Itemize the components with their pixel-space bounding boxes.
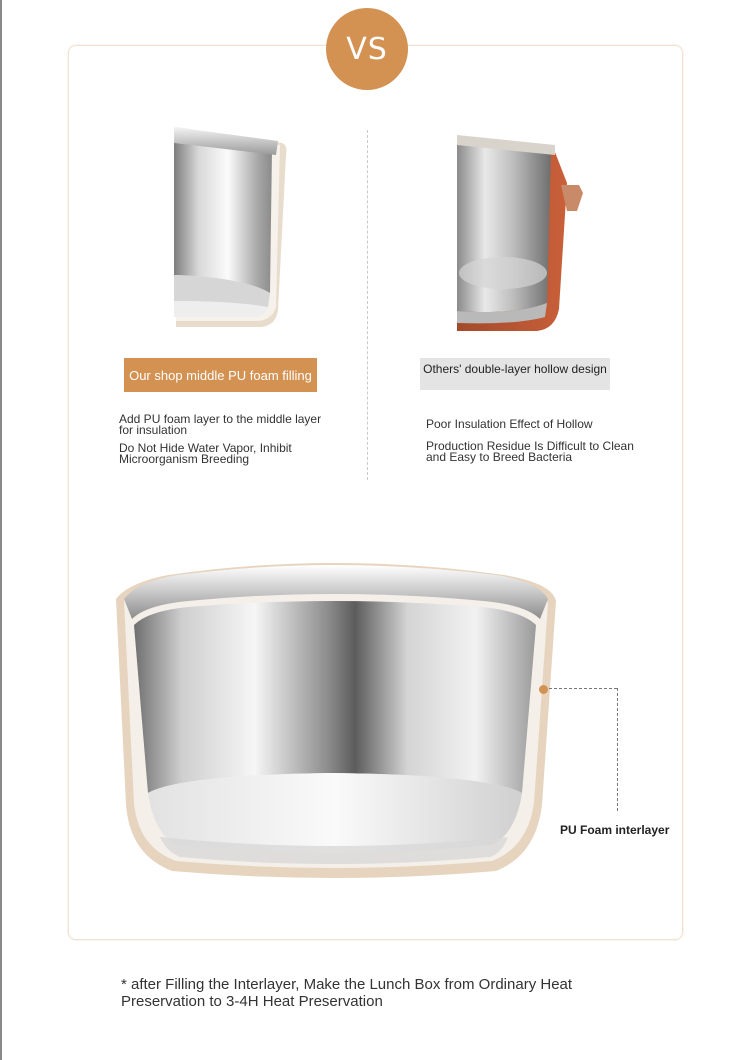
pu-foam-callout-dot bbox=[539, 685, 548, 694]
vs-badge-text: VS bbox=[346, 31, 388, 67]
our-design-label-text: Our shop middle PU foam filling bbox=[129, 367, 312, 383]
pu-foam-callout-line-vertical bbox=[617, 688, 618, 811]
others-design-label bbox=[420, 358, 610, 390]
others-design-description bbox=[426, 419, 593, 430]
others-design-label-text: Others' double-layer hollow design bbox=[423, 362, 607, 376]
vs-badge bbox=[326, 8, 408, 90]
our-design-description bbox=[119, 414, 321, 436]
footer-note-line-2: Preservation to 3-4H Heat Preservation bbox=[121, 993, 383, 1010]
our-design-label bbox=[124, 358, 317, 392]
footer-note-line-1: * after Filling the Interlayer, Make the Lunch Box from Ordinary Heat bbox=[121, 976, 573, 993]
comparison-divider bbox=[367, 130, 368, 480]
large-bowl-cross-section-image bbox=[108, 555, 560, 885]
our-desc-line-4: Microorganism Breeding bbox=[119, 452, 250, 466]
our-desc-line-2: for insulation bbox=[119, 423, 188, 437]
our-design-description-2 bbox=[119, 443, 292, 465]
our-desc-line-1: Add PU foam layer to the middle layer bbox=[119, 412, 322, 426]
others-bowl-cross-section-image bbox=[455, 133, 585, 335]
our-desc-line-3: Do Not Hide Water Vapor, Inhibit bbox=[119, 441, 292, 455]
pu-foam-callout-label: PU Foam interlayer bbox=[560, 823, 670, 837]
our-bowl-cross-section-image bbox=[172, 125, 290, 330]
others-desc-line-3: and Easy to Breed Bacteria bbox=[426, 450, 573, 464]
left-edge-rule bbox=[0, 0, 2, 1060]
others-desc-line-2: Production Residue Is Difficult to Clean bbox=[426, 439, 634, 453]
footer-note bbox=[121, 976, 641, 1010]
others-design-description-2 bbox=[426, 441, 634, 463]
pu-foam-callout-line bbox=[549, 688, 617, 689]
others-desc-line-1: Poor Insulation Effect of Hollow bbox=[426, 417, 593, 431]
